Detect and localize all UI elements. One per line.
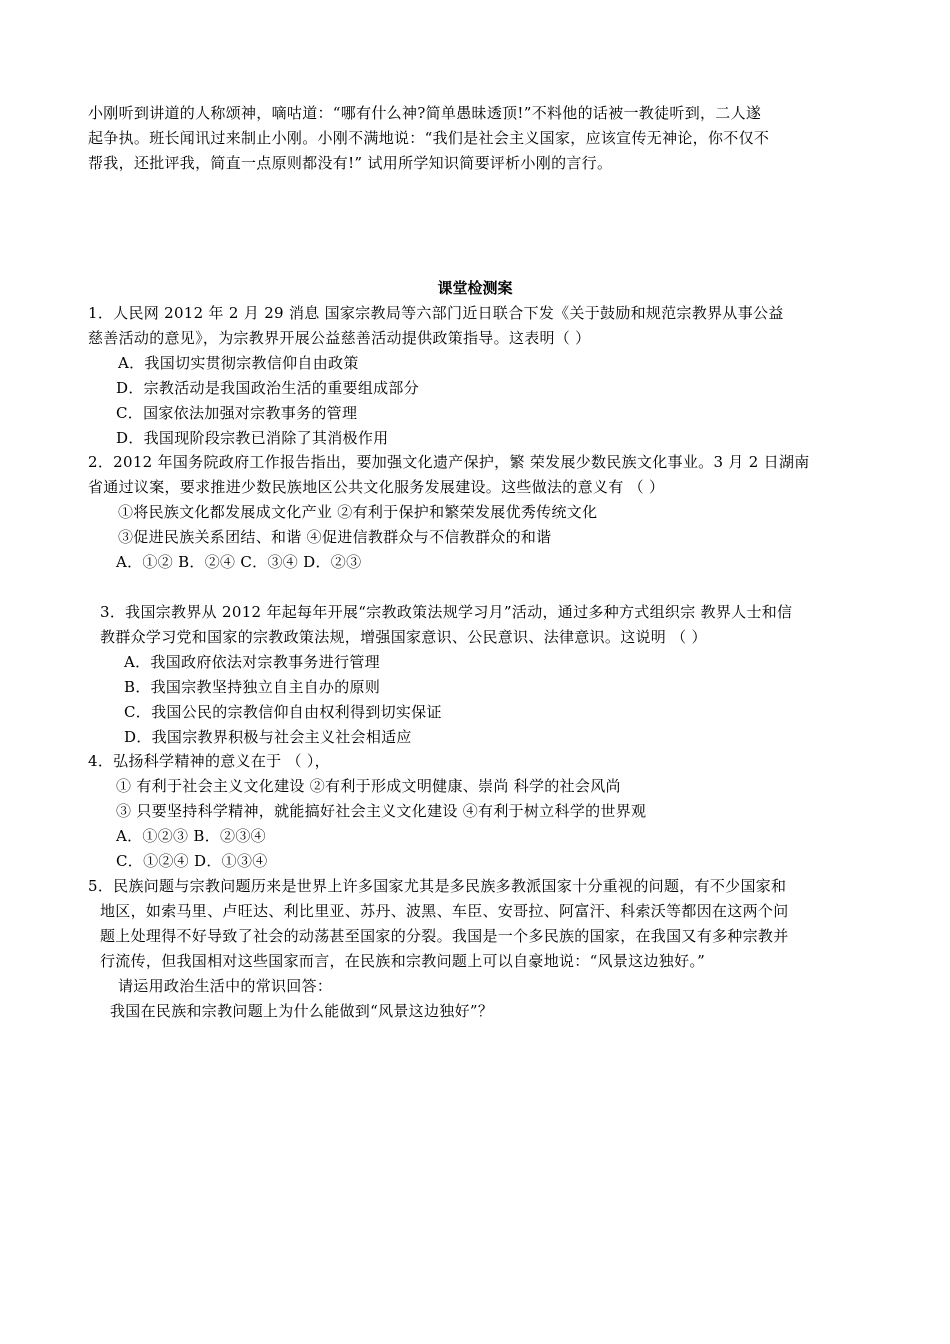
section-title: 课堂检测案: [437, 279, 513, 297]
q4-choices-line-2: C．①②④ D．①③④: [116, 852, 268, 870]
q2-item-line-2: ③促进民族关系团结、和谐 ④促进信教群众与不信教群众的和谐: [118, 528, 552, 546]
q5-instruction: 请运用政治生活中的常识回答：: [118, 977, 333, 995]
q1-option-a: A．我国切实贯彻宗教信仰自由政策: [118, 354, 359, 372]
q2-item-line-1: ①将民族文化都发展成文化产业 ②有利于保护和繁荣发展优秀传统文化: [118, 503, 598, 521]
q3-option-d: D．我国宗教界积极与社会主义社会相适应: [124, 728, 412, 746]
q2-stem-line-1: 2．2012 年国务院政府工作报告指出，要加强文化遗产保护，繁 荣发展少数民族文化事业。3 月 2 日湖南: [88, 453, 810, 471]
q3-option-a: A．我国政府依法对宗教事务进行管理: [124, 653, 380, 671]
q5-stem-line-2: 地区，如索马里、卢旺达、利比里亚、苏丹、波黑、车臣、安哥拉、阿富汗、科索沃等都因在这两个问: [100, 902, 789, 920]
q4-choices-line-1: A．①②③ B．②③④: [116, 827, 266, 845]
intro-line-3: 帮我，还批评我，简直一点原则都没有!” 试用所学知识简要评析小刚的言行。: [88, 154, 613, 172]
q5-stem-line-4: 行流传，但我国相对这些国家而言，在民族和宗教问题上可以自豪地说：“风景这边独好。”: [100, 952, 706, 970]
q4-item-line-1: ① 有利于社会主义文化建设 ②有利于形成文明健康、崇尚 科学的社会风尚: [116, 777, 621, 795]
q4-item-line-2: ③ 只要坚持科学精神，就能搞好社会主义文化建设 ④有利于树立科学的世界观: [116, 802, 647, 820]
intro-line-2: 起争执。班长闻讯过来制止小刚。小刚不满地说：“我们是社会主义国家，应该宣传无神论，你不仅不: [88, 129, 770, 147]
q3-option-b: B．我国宗教坚持独立自主自办的原则: [124, 678, 381, 696]
q5-stem-line-3: 题上处理得不好导致了社会的动荡甚至国家的分裂。我国是一个多民族的国家，在我国又有多种宗教并: [100, 927, 789, 945]
q4-stem: 4．弘扬科学精神的意义在于 （ ），: [88, 752, 330, 770]
q3-option-c: C．我国公民的宗教信仰自由权利得到切实保证: [124, 703, 442, 721]
q3-stem-line-1: 3．我国宗教界从 2012 年起每年开展“宗教政策法规学习月”活动，通过多种方式组织宗 教界人士和信: [100, 603, 793, 621]
q5-question: 我国在民族和宗教问题上为什么能做到“风景这边独好”？: [110, 1002, 494, 1020]
q5-stem-line-1: 5．民族问题与宗教问题历来是世界上许多国家尤其是多民族多教派国家十分重视的问题，有不少国家和: [88, 877, 787, 895]
q1-option-c: C．国家依法加强对宗教事务的管理: [116, 404, 358, 422]
intro-line-1: 小刚听到讲道的人称颂神，嘀咕道：“哪有什么神?简单愚昧透顶!”不料他的话被一教徒听到，二人遂: [88, 104, 762, 122]
q2-choices: A．①② B．②④ C．③④ D．②③: [116, 553, 362, 571]
q1-stem-line-1: 1．人民网 2012 年 2 月 29 消息 国家宗教局等六部门近日联合下发《关于鼓励和规范宗教界从事公益: [88, 304, 784, 322]
q1-option-b: D．宗教活动是我国政治生活的重要组成部分: [116, 379, 420, 397]
q3-stem-line-2: 教群众学习党和国家的宗教政策法规，增强国家意识、公民意识、法律意识。这说明 （ ）: [100, 628, 707, 646]
q1-stem-line-2: 慈善活动的意见》，为宗教界开展公益慈善活动提供政策指导。这表明（ ）: [88, 329, 591, 347]
q1-option-d: D．我国现阶段宗教已消除了其消极作用: [116, 429, 389, 447]
q2-stem-line-2: 省通过议案，要求推进少数民族地区公共文化服务发展建设。这些做法的意义有 （ ）: [88, 478, 665, 496]
